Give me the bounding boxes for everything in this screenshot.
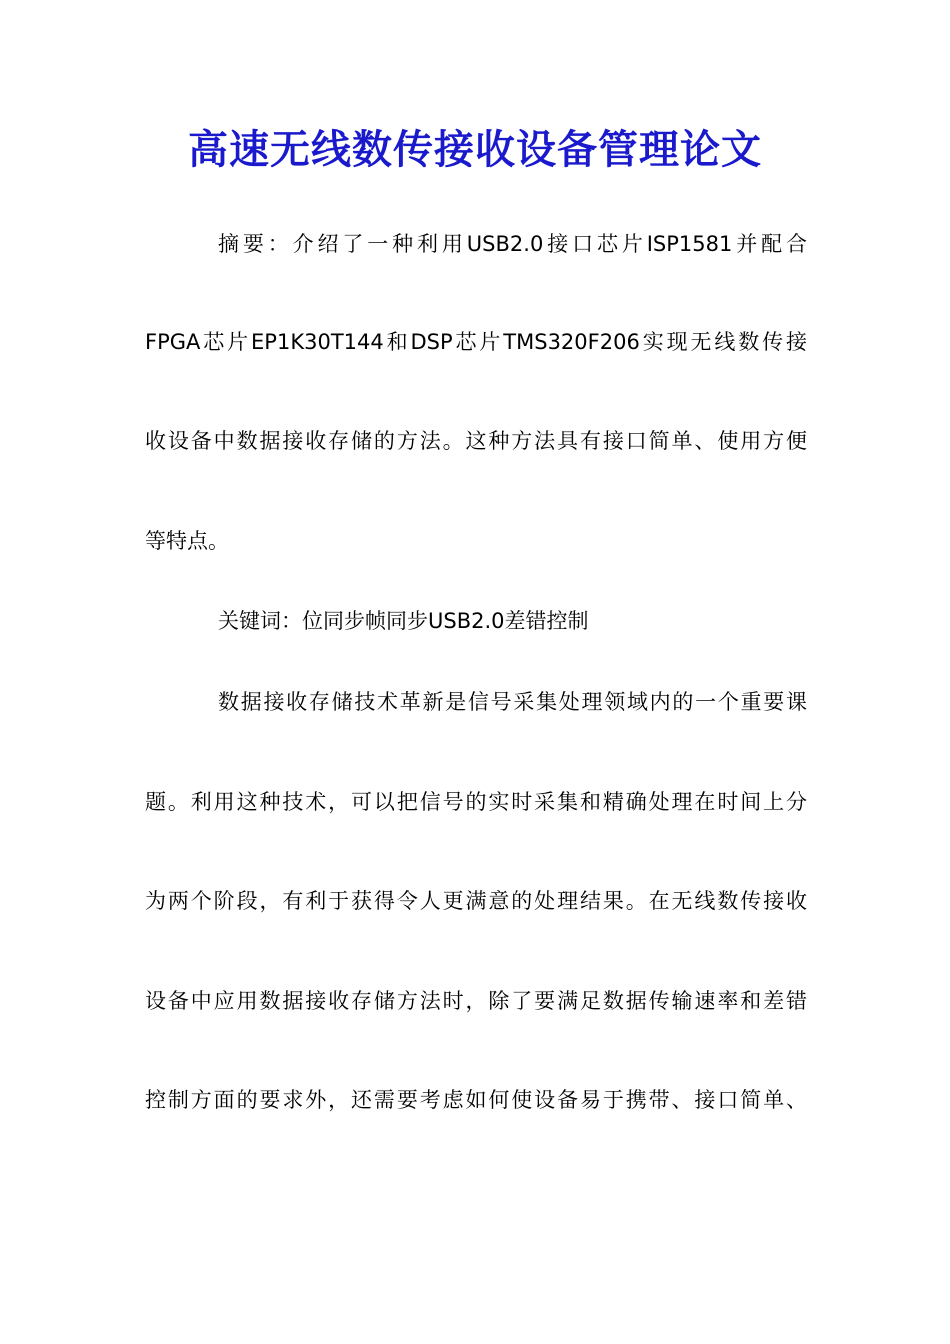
- body-line-1: 数据接收存储技术革新是信号采集处理领域内的一个重要课: [218, 690, 807, 714]
- body-line-5: 控制方面的要求外，还需要考虑如何使设备易于携带、接口简单、: [145, 1088, 807, 1112]
- body-line-4: 设备中应用数据接收存储方法时，除了要满足数据传输速率和差错: [145, 989, 807, 1013]
- document-title: 高速无线数传接收设备管理论文: [188, 126, 762, 173]
- abstract-line-1: 摘要：介绍了一种利用USB2.0接口芯片ISP1581并配合: [218, 232, 807, 256]
- body-line-3: 为两个阶段，有利于获得令人更满意的处理结果。在无线数传接收: [145, 889, 807, 913]
- abstract-line-3: 收设备中数据接收存储的方法。这种方法具有接口简单、使用方便: [145, 429, 807, 453]
- abstract-line-4: 等特点。: [145, 529, 229, 553]
- abstract-line-2: FPGA芯片EP1K30T144和DSP芯片TMS320F206实现无线数传接: [145, 330, 807, 354]
- body-line-2: 题。利用这种技术，可以把信号的实时采集和精确处理在时间上分: [145, 790, 807, 814]
- keywords-line: 关键词：位同步帧同步USB2.0差错控制: [218, 609, 589, 633]
